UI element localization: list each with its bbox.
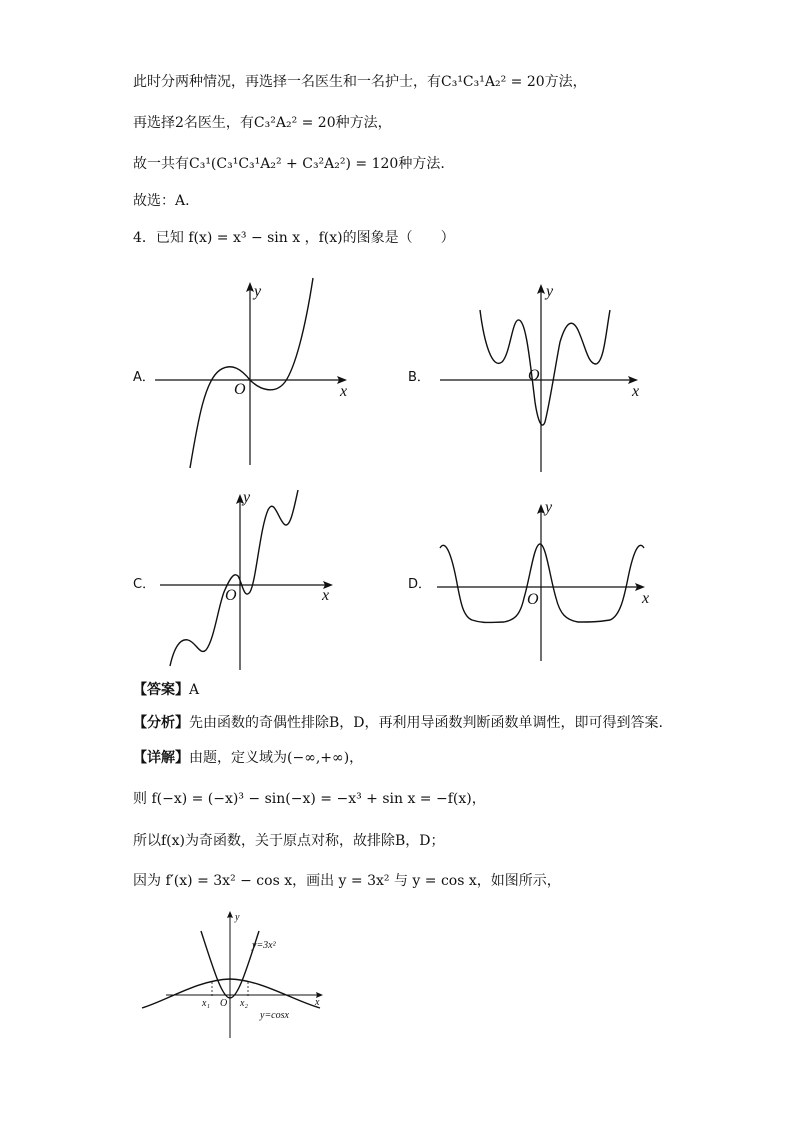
detail-line	[133, 748, 363, 768]
answer-line	[133, 680, 199, 700]
analysis-tag: 【分析】	[133, 715, 189, 731]
graph-b-origin-label: O	[528, 367, 540, 384]
graph-d-origin-label: O	[527, 591, 539, 608]
text-line-3: 故一共有C₃¹(C₃¹C₃¹A₂² + C₃²A₂²) = 120种方法.	[133, 156, 445, 172]
graph-b	[440, 282, 650, 477]
detail-tag: 【详解】	[133, 750, 189, 766]
graph-a-y-label: y	[254, 283, 262, 300]
analysis-line	[133, 713, 663, 733]
figure-x-label: x	[315, 997, 320, 1008]
graph-c-x-label: x	[322, 587, 330, 604]
option-d-label: D．	[408, 577, 432, 592]
figure-cos-label: y=cosx	[260, 1010, 289, 1021]
option-b-label: B．	[408, 370, 430, 385]
graph-b-y-label: y	[546, 283, 554, 300]
graph-d-curve	[440, 544, 644, 623]
graph-d	[432, 498, 657, 668]
option-c-label: C．	[133, 577, 156, 592]
graph-a	[150, 270, 360, 470]
figure-y-arrow	[227, 911, 233, 918]
text-line-4: 故选：A.	[133, 193, 190, 209]
answer-tag: 【答案】	[133, 682, 189, 698]
graph-a-x-label: x	[340, 383, 348, 400]
derivative-figure	[138, 908, 338, 1043]
option-a-label: A．	[133, 370, 155, 385]
text-line-2: 再选择2名医生，有C₃²A₂² = 20种方法，	[133, 115, 392, 131]
text-line-11: 因为 f′(x) = 3x² − cos x，画出 y = 3x² 与 y = cos x，如图所示，	[133, 873, 561, 889]
graph-b-x-label: x	[632, 383, 640, 400]
graph-c-curve	[170, 490, 298, 666]
graph-a-curve	[190, 278, 313, 468]
detail-text: 由题，定义域为(−∞,+∞)，	[189, 750, 364, 766]
figure-parabola-label: y=3x²	[252, 940, 276, 951]
figure-y-label: y	[235, 912, 240, 923]
graph-c	[160, 488, 350, 673]
graph-d-x-label: x	[642, 590, 650, 607]
figure-origin-label: O	[220, 998, 228, 1009]
graph-c-origin-label: O	[225, 587, 237, 604]
question-4-stem: 4．已知 f(x) = x³ − sin x ，f(x)的图象是（ ）	[133, 230, 455, 246]
analysis-text: 先由函数的奇偶性排除B，D，再利用导函数判断函数单调性，即可得到答案.	[189, 715, 663, 731]
figure-cos-curve	[142, 979, 320, 1008]
answer-value: A	[189, 682, 200, 698]
graph-b-curve	[480, 310, 610, 425]
graph-a-origin-label: O	[234, 381, 246, 398]
graph-d-y-label: y	[545, 499, 553, 516]
text-line-1: 此时分两种情况，再选择一名医生和一名护士，有C₃¹C₃¹A₂² = 20方法，	[133, 74, 587, 90]
figure-x2-label: x₂	[240, 998, 248, 1009]
graph-c-y-label: y	[243, 489, 251, 506]
text-line-10: 所以f(x)为奇函数，关于原点对称，故排除B，D；	[133, 833, 445, 849]
text-line-9: 则 f(−x) = (−x)³ − sin(−x) = −x³ + sin x = −f(x)，	[133, 791, 486, 807]
figure-x1-label: x₁	[202, 998, 210, 1009]
